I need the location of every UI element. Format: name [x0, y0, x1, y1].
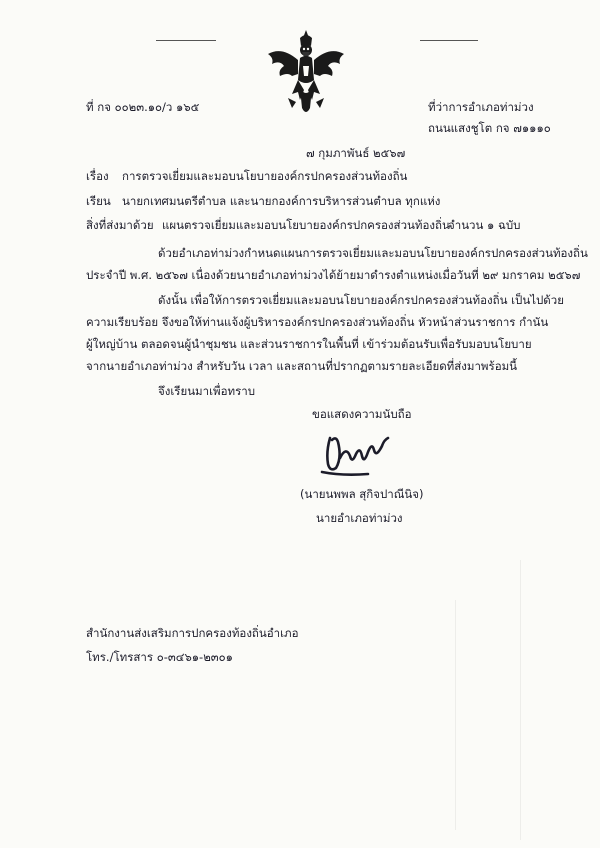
letter-date: ๗ กุมภาพันธ์ ๒๕๖๗ [306, 146, 406, 160]
subject-label: เรื่อง [86, 169, 109, 183]
document-number: ที่ กจ ๐๐๒๓.๑๐/ว ๑๖๕ [86, 100, 200, 114]
footer-department: สำนักงานส่งเสริมการปกครองท้องถิ่นอำเภอ [86, 626, 299, 640]
regards-line: ขอแสดงความนับถือ [312, 407, 412, 421]
header-rule-right [420, 40, 478, 41]
garuda-emblem [262, 28, 350, 120]
scan-streak [455, 600, 456, 830]
recipient-label: เรียน [86, 194, 111, 208]
handwritten-signature [312, 428, 398, 480]
footer-phone: โทร./โทรสาร ๐-๓๔๖๑-๒๓๐๑ [86, 650, 233, 664]
body-paragraph-2: ความเรียบร้อย จึงขอให้ท่านแจ้งผู้บริหารองค์กรปกครองส่วนท้องถิ่น หัวหน้าส่วนราชการ กำนัน [86, 315, 549, 329]
signatory-name: (นายนพพล สุกิจปาณีนิจ) [300, 487, 424, 501]
body-paragraph-1: ด้วยอำเภอท่าม่วงกำหนดแผนการตรวจเยี่ยมและมอบนโยบายองค์กรปกครองส่วนท้องถิ่น [158, 246, 588, 260]
closing-phrase: จึงเรียนมาเพื่อทราบ [158, 384, 256, 398]
enclosure-count: จำนวน ๑ ฉบับ [448, 218, 521, 232]
body-paragraph-1: ประจำปี พ.ศ. ๒๕๖๗ เนื่องด้วยนายอำเภอท่าม่วงได้ย้ายมาดำรงตำแหน่งเมื่อวันที่ ๒๙ มกราคม ๒๕๖๗ [86, 268, 581, 282]
signatory-position: นายอำเภอท่าม่วง [316, 511, 403, 525]
enclosure-label: สิ่งที่ส่งมาด้วย [86, 218, 154, 232]
office-address: ถนนแสงชูโต กจ ๗๑๑๑๐ [428, 121, 551, 135]
body-paragraph-2: ดังนั้น เพื่อให้การตรวจเยี่ยมและมอบนโยบายองค์กรปกครองส่วนท้องถิ่น เป็นไปด้วย [158, 293, 564, 307]
enclosure-text: แผนตรวจเยี่ยมและมอบนโยบายองค์กรปกครองส่วนท้องถิ่น [162, 218, 450, 232]
recipient-text: นายกเทศมนตรีตำบล และนายกองค์การบริหารส่วนตำบล ทุกแห่ง [122, 194, 441, 208]
body-paragraph-2: ผู้ใหญ่บ้าน ตลอดจนผู้นำชุมชน และส่วนราชการในพื้นที่ เข้าร่วมต้อนรับเพื่อรับมอบนโยบาย [86, 337, 532, 351]
header-rule-left [156, 40, 216, 41]
subject-text: การตรวจเยี่ยมและมอบนโยบายองค์กรปกครองส่วนท้องถิ่น [122, 169, 408, 183]
office-name: ที่ว่าการอำเภอท่าม่วง [428, 100, 534, 114]
body-paragraph-2: จากนายอำเภอท่าม่วง สำหรับวัน เวลา และสถานที่ปรากฏตามรายละเอียดที่ส่งมาพร้อมนี้ [86, 359, 518, 373]
scan-streak [520, 560, 521, 840]
